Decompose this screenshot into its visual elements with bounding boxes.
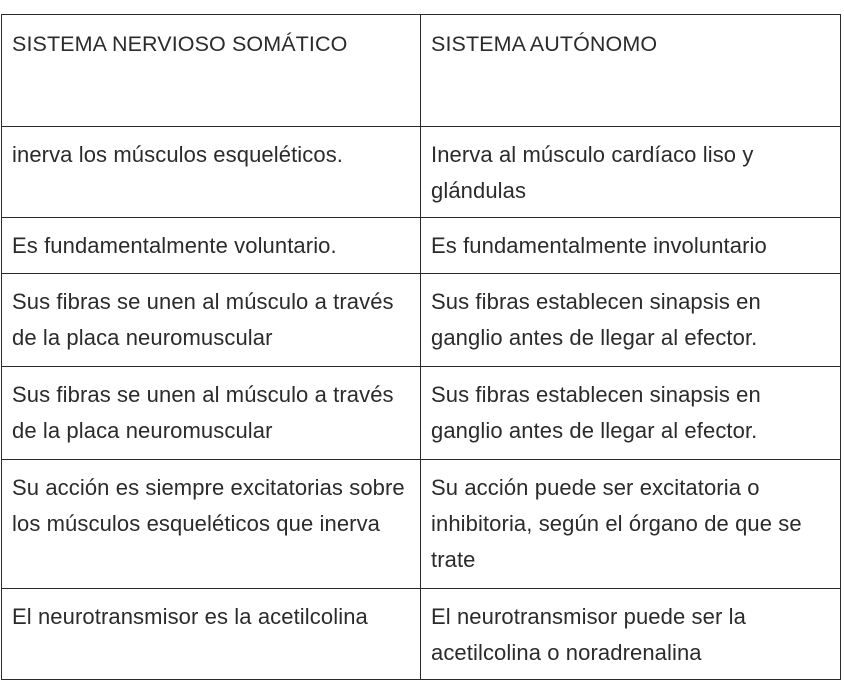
- table-row: [2, 274, 841, 367]
- autonomic-cell: Sus fibras establecen sinapsis en ganglio antes de llegar al efector.: [421, 367, 841, 460]
- table-header-row: [2, 15, 841, 127]
- autonomic-cell: Su acción puede ser excitatoria o inhibitoria, según el órgano de que se trate: [421, 460, 841, 589]
- autonomic-cell: Sus fibras establecen sinapsis en ganglio antes de llegar al efector.: [421, 274, 841, 367]
- header-autonomic: SISTEMA AUTÓNOMO: [421, 15, 841, 127]
- somatic-cell: Sus fibras se unen al músculo a través de la placa neuromuscular: [2, 274, 421, 367]
- autonomic-cell: El neurotransmisor puede ser la acetilcolina o noradrenalina: [421, 589, 841, 680]
- somatic-cell: inerva los músculos esqueléticos.: [2, 127, 421, 218]
- table-row: [2, 127, 841, 218]
- table-row: [2, 589, 841, 680]
- somatic-cell: Sus fibras se unen al músculo a través de la placa neuromuscular: [2, 367, 421, 460]
- table-row: [2, 367, 841, 460]
- table-row: [2, 460, 841, 589]
- somatic-cell: Su acción es siempre excitatorias sobre los músculos esqueléticos que inerva: [2, 460, 421, 589]
- comparison-table: [1, 14, 841, 680]
- autonomic-cell: Inerva al músculo cardíaco liso y glándulas: [421, 127, 841, 218]
- header-somatic: SISTEMA NERVIOSO SOMÁTICO: [2, 15, 421, 127]
- autonomic-cell: Es fundamentalmente involuntario: [421, 218, 841, 274]
- somatic-cell: El neurotransmisor es la acetilcolina: [2, 589, 421, 680]
- table-row: [2, 218, 841, 274]
- somatic-cell: Es fundamentalmente voluntario.: [2, 218, 421, 274]
